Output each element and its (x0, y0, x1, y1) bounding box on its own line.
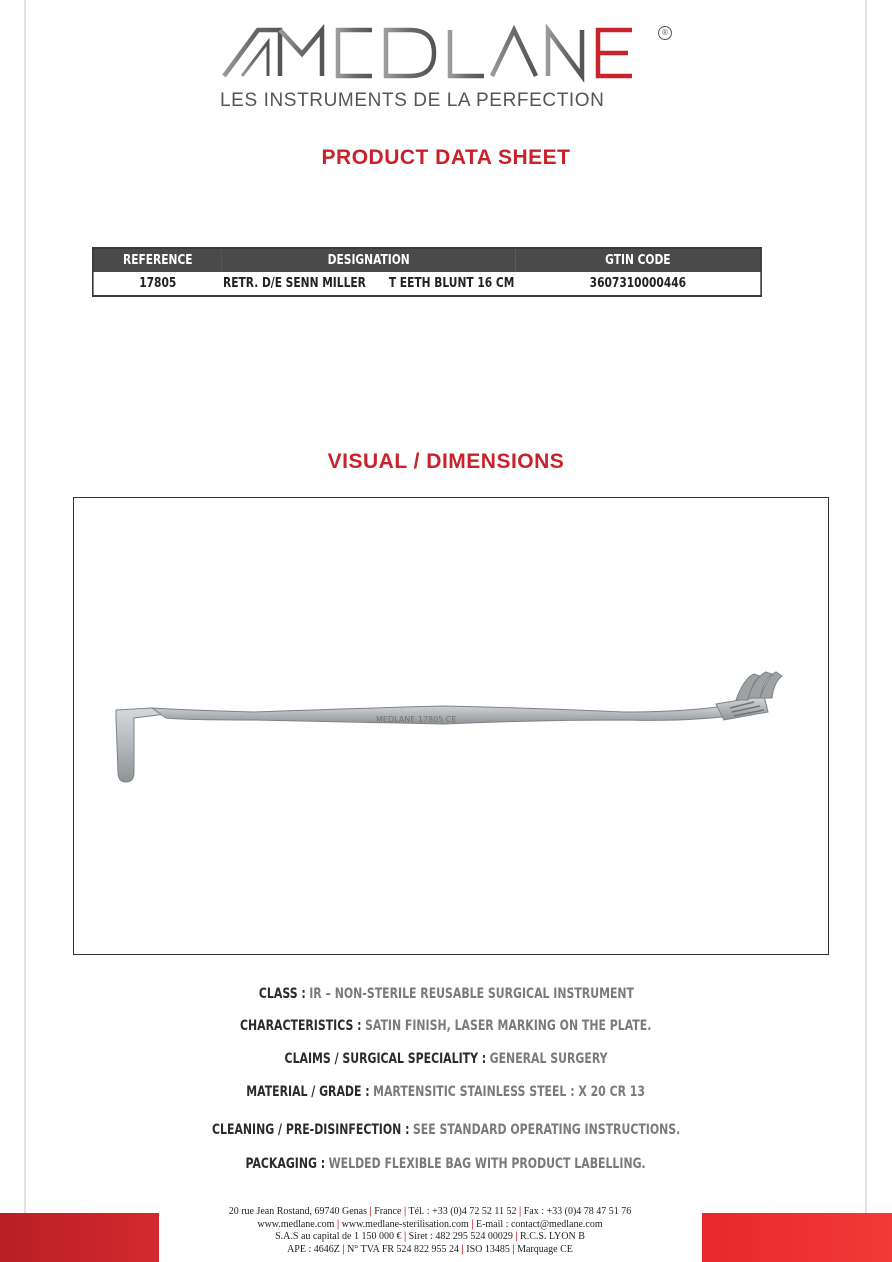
footer-fax: Fax : +33 (0)4 78 47 51 76 (523, 1206, 632, 1217)
brand-tagline: LES INSTRUMENTS DE LA PERFECTION (220, 90, 605, 111)
footer-email-link[interactable]: E-mail : contact@medlane.com (475, 1218, 603, 1230)
table-row (93, 272, 761, 296)
footer-line-4: APE : 4646Z | N° TVA FR 524 822 955 24 | ISO 13485 | Marquage CE (287, 1243, 573, 1255)
spec-packaging (0, 1156, 892, 1172)
registered-mark: ® (658, 26, 672, 40)
spec-value: WELDED FLEXIBLE BAG WITH PRODUCT LABELLING. (329, 1156, 647, 1172)
header-gtin: GTIN CODE (515, 248, 761, 272)
product-visual-frame (73, 497, 829, 955)
footer-red-bar-left (0, 1213, 159, 1262)
footer-sterilisation-link[interactable]: www.medlane-sterilisation.com (341, 1218, 469, 1230)
footer-website-link[interactable]: www.medlane.com (257, 1218, 335, 1230)
footer-ape: APE : 4646Z (287, 1243, 340, 1255)
spec-value: GENERAL SURGERY (489, 1051, 608, 1067)
product-data-sheet-title: PRODUCT DATA SHEET (321, 146, 571, 169)
visual-dimensions-title: VISUAL / DIMENSIONS (327, 450, 565, 473)
spec-value: MARTENSITIC STAINLESS STEEL : X 20 CR 13 (373, 1084, 646, 1100)
reference-table (92, 247, 762, 297)
cell-gtin: 3607310000446 (589, 276, 687, 291)
designation-part-1: RETR. D/E SENN MILLER (223, 276, 366, 291)
spec-material (0, 1084, 892, 1100)
spec-claims (0, 1051, 892, 1067)
footer-address: 20 rue Jean Rostand, 69740 Genas (228, 1206, 368, 1217)
spec-cleaning (0, 1122, 892, 1138)
cell-reference: 17805 (139, 276, 177, 291)
spec-label: CHARACTERISTICS : (240, 1018, 362, 1034)
spec-label: PACKAGING : (245, 1156, 326, 1172)
medlane-wordmark (222, 24, 652, 84)
retractor-instrument-image (104, 668, 784, 788)
footer-marquage: Marquage CE (517, 1243, 573, 1255)
spec-label: CLASS : (258, 986, 306, 1002)
header-reference: REFERENCE (93, 248, 222, 272)
footer-tva: N° TVA FR 524 822 955 24 (347, 1243, 460, 1255)
footer-rcs: R.C.S. LYON B (520, 1231, 585, 1242)
spec-label: CLEANING / PRE-DISINFECTION : (211, 1122, 410, 1138)
spec-label: MATERIAL / GRADE : (246, 1084, 370, 1100)
laser-marking-text: MEDLANE 17805 CE (376, 715, 457, 724)
spec-characteristics (0, 1018, 892, 1034)
spec-label: CLAIMS / SURGICAL SPECIALITY : (284, 1051, 487, 1067)
header-designation: DESIGNATION (222, 248, 516, 272)
footer-line-2: www.medlane.com | www.medlane-sterilisation.com | E-mail : contact@medlane.com (257, 1218, 603, 1230)
spec-value: SATIN FINISH, LASER MARKING ON THE PLATE. (365, 1018, 652, 1034)
footer-line-3: S.A.S au capital de 1 150 000 € | Siret : 482 295 524 00029 | R.C.S. LYON B (275, 1231, 585, 1242)
spec-value: IR – NON-STERILE REUSABLE SURGICAL INSTRUMENT (308, 986, 634, 1002)
cell-designation (222, 272, 516, 296)
medlane-logo (222, 24, 672, 114)
footer-line-1: 20 rue Jean Rostand, 69740 Genas | France | Tél. : +33 (0)4 72 52 11 52 | Fax : +33 (0)4 78 47 51 76 (228, 1206, 632, 1217)
spec-value: SEE STANDARD OPERATING INSTRUCTIONS. (412, 1122, 681, 1138)
designation-part-2: T EETH BLUNT 16 CM (388, 276, 515, 291)
footer-country: France (374, 1206, 402, 1217)
footer-siret: Siret : 482 295 524 00029 (408, 1231, 513, 1242)
company-footer (160, 1206, 700, 1256)
footer-iso: ISO 13485 (466, 1243, 510, 1255)
footer-tel: Tél. : +33 (0)4 72 52 11 52 (408, 1206, 517, 1217)
footer-red-bar-right (702, 1213, 892, 1262)
spec-class (0, 986, 892, 1002)
footer-capital: S.A.S au capital de 1 150 000 € (275, 1231, 402, 1242)
